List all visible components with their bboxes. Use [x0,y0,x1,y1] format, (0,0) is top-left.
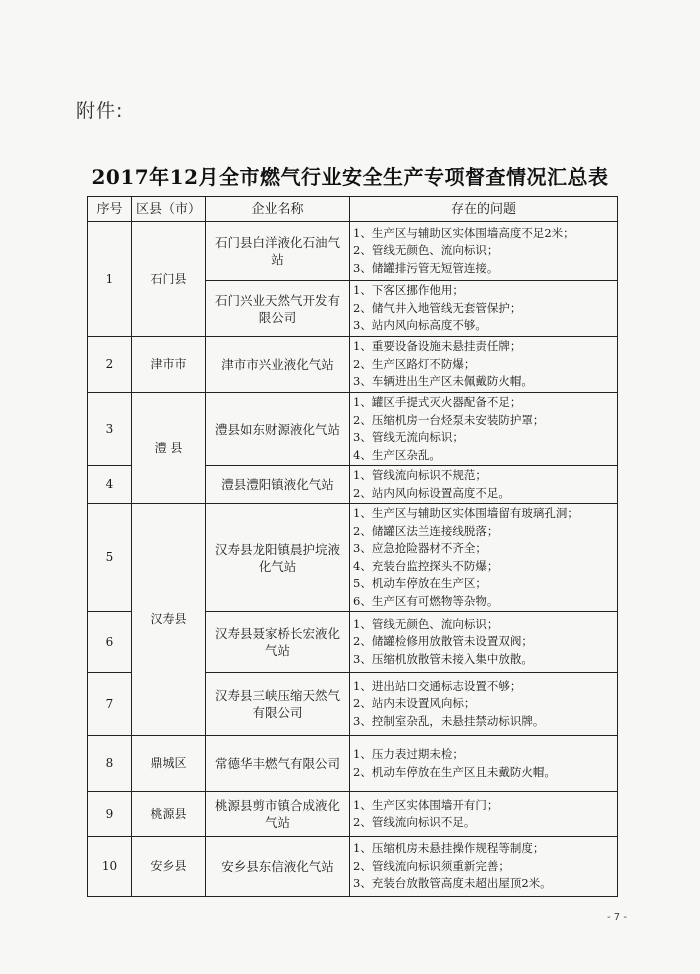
issue-item: 2、站内风向标设置高度不足。 [353,485,510,500]
table-row [88,792,618,837]
attachment-label: 附件: [76,100,124,122]
row-county: 安乡县 [132,837,206,897]
row-issues [350,612,618,673]
row-issues [350,792,618,837]
issue-item: 2、管线流向标识不足。 [353,815,476,829]
row-company: 桃源县剪市镇合成液化气站 [206,792,350,837]
row-company: 汉寿县聂家桥长宏液化气站 [206,612,350,673]
header-company: 企业名称 [206,197,350,222]
row-serial: 2 [88,337,132,393]
issue-item: 4、生产区杂乱。 [353,447,441,462]
issue-item: 3、储罐排污管无短管连接。 [353,260,499,275]
issue-item: 3、车辆进出生产区未佩戴防火帽。 [353,374,533,389]
issue-item: 3、管线无流向标识； [353,430,464,444]
row-county: 汉寿县 [132,504,206,736]
row-company: 汉寿县龙阳镇晨护垸液化气站 [206,504,350,612]
issue-item: 3、应急抢险器材不齐全； [353,541,487,555]
issue-item: 1、生产区实体围墙开有门； [353,797,499,812]
issue-item: 1、罐区手提式灭火器配备不足； [353,395,522,409]
issue-item: 2、生产区路灯不防爆； [353,356,476,371]
issue-item: 1、管线无颜色、流向标识； [353,616,499,631]
row-serial: 5 [88,504,132,612]
issue-item: 1、下客区挪作他用； [353,283,464,298]
issue-item: 3、站内风向标高度不够。 [353,318,487,333]
header-serial: 序号 [88,197,132,222]
table-row [88,504,618,612]
table-header-row [88,197,618,222]
page-number: - 7 - [607,912,627,923]
issue-item: 1、压缩机房未悬挂操作规程等制度； [353,841,545,856]
table-row [88,837,618,897]
issue-item: 6、生产区有可燃物等杂物。 [353,593,499,608]
row-company: 石门兴业天然气开发有限公司 [206,281,350,337]
issue-item: 2、储气井入地管线无套管保护； [353,300,522,315]
row-issues [350,466,618,504]
page-title: 2017年12月全市燃气行业安全生产专项督查情况汇总表 [91,165,609,189]
issue-item: 1、生产区与辅助区实体围墙留有玻璃孔洞； [353,506,579,520]
issue-item: 2、管线无颜色、流向标识； [353,243,499,258]
row-serial: 9 [88,792,132,837]
row-serial: 10 [88,837,132,897]
row-company: 汉寿县三峡压缩天然气有限公司 [206,673,350,736]
row-issues [350,673,618,736]
issue-item: 1、生产区与辅助区实体围墙高度不足2米； [353,225,575,240]
row-county: 津市市 [132,337,206,393]
issue-item: 5、机动车停放在生产区； [353,576,487,590]
row-county: 鼎城区 [132,736,206,792]
table-row [88,393,618,466]
row-serial: 6 [88,612,132,673]
row-company: 石门县白洋液化石油气站 [206,222,350,281]
row-company: 津市市兴业液化气站 [206,337,350,393]
row-issues [350,222,618,281]
issue-item: 1、重要设备设施未悬挂责任牌； [353,339,522,354]
row-county: 桃源县 [132,792,206,837]
row-issues [350,281,618,337]
row-serial: 4 [88,466,132,504]
row-county: 澧 县 [132,393,206,504]
issue-item: 4、充装台监控探头不防爆； [353,558,499,573]
issue-item: 1、管线流向标识不规范； [353,468,487,482]
row-company: 安乡县东信液化气站 [206,837,350,897]
row-county: 石门县 [132,222,206,337]
table-row [88,337,618,393]
issue-item: 3、充装台放散管高度未超出屋顶2米。 [353,876,552,891]
row-issues [350,337,618,393]
row-company: 常德华丰燃气有限公司 [206,736,350,792]
row-serial: 8 [88,736,132,792]
issue-item: 1、进出站口交通标志设置不够； [353,678,522,693]
row-company: 澧县澧阳镇液化气站 [206,466,350,504]
row-issues [350,837,618,897]
row-issues [350,393,618,466]
row-company: 澧县如东财源液化气站 [206,393,350,466]
inspection-summary-table [87,196,618,897]
issue-item: 2、站内未设置风向标； [353,696,476,711]
issue-item: 1、压力表过期未检； [353,747,464,761]
issue-item: 3、控制室杂乱，未悬挂禁动标识牌。 [353,713,545,728]
table-row [88,222,618,281]
row-serial: 3 [88,393,132,466]
header-issues: 存在的问题 [350,197,618,222]
issue-item: 2、储罐检修用放散管未设置双阀； [353,634,533,649]
row-serial: 1 [88,222,132,337]
row-serial: 7 [88,673,132,736]
issue-item: 2、储罐区法兰连接线脱落； [353,523,499,538]
row-issues [350,736,618,792]
table-row [88,736,618,792]
issue-item: 2、机动车停放在生产区且未戴防火帽。 [353,764,556,779]
header-county: 区县（市） [132,197,206,222]
issue-item: 2、压缩机房一台烃泵未安装防护罩； [353,412,545,427]
issue-item: 3、压缩机放散管未接入集中放散。 [353,651,533,666]
row-issues [350,504,618,612]
issue-item: 2、管线流向标识须重新完善； [353,858,510,873]
